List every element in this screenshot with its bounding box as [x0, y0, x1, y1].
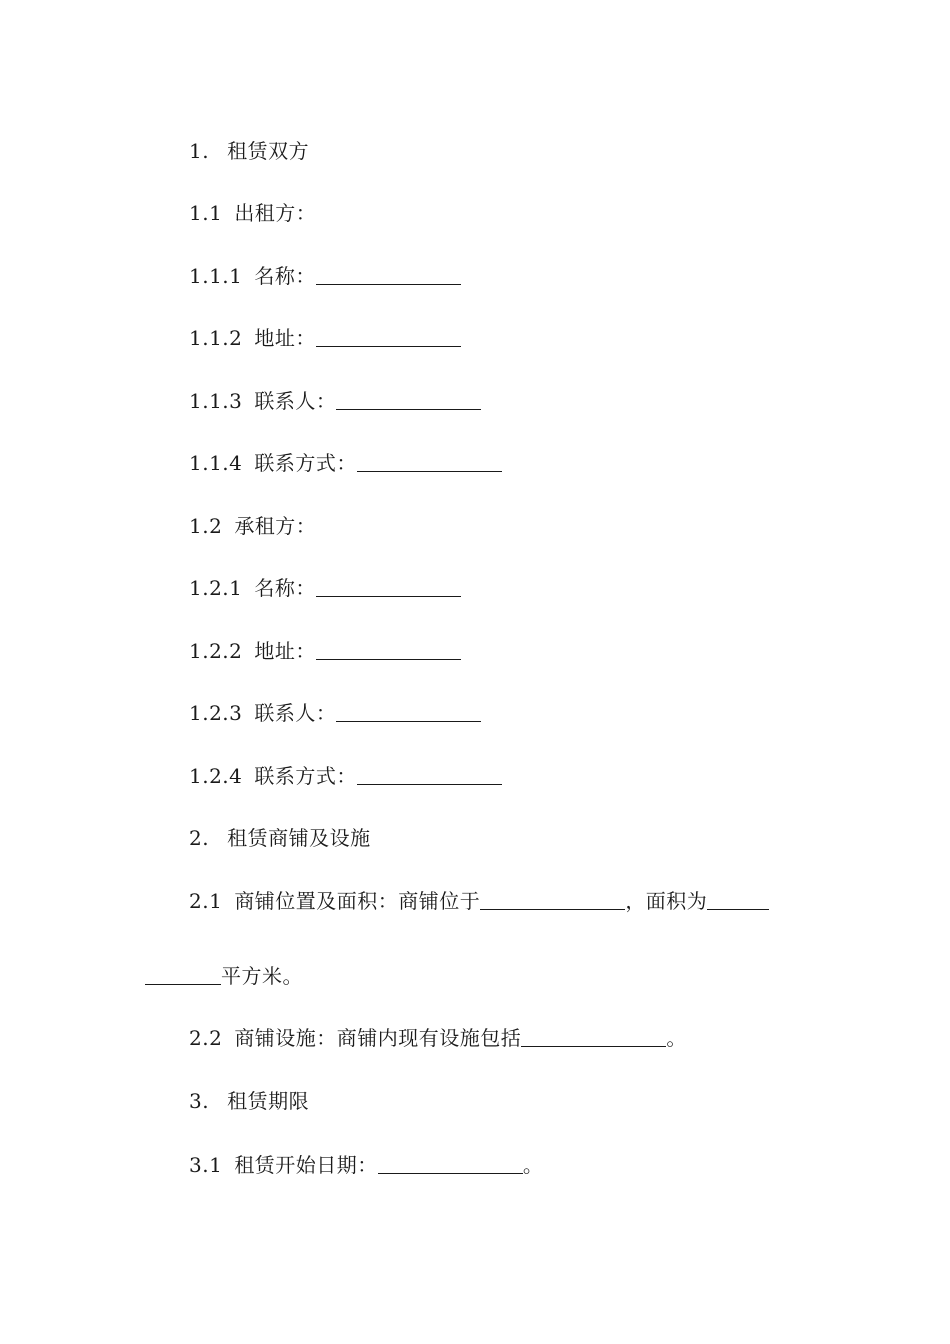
- clause-label: 联系方式：: [254, 764, 357, 788]
- shop-location-blank[interactable]: [480, 889, 625, 910]
- clause-1-2-4: [189, 762, 502, 790]
- clause-text: 。: [666, 1026, 687, 1050]
- clause-1-1-1: [189, 262, 461, 290]
- shop-area-blank-continued[interactable]: [145, 964, 221, 985]
- clause-number: 2.1: [189, 889, 223, 913]
- clause-text: 商铺设施：商铺内现有设施包括: [234, 1026, 522, 1050]
- section-2-heading: [189, 824, 371, 852]
- clause-2-1: [189, 887, 769, 915]
- clause-label: 联系方式：: [254, 451, 357, 475]
- clause-label: 联系人：: [254, 701, 337, 725]
- clause-1-1-3: [189, 387, 481, 415]
- clause-1-2-2: [189, 637, 461, 665]
- section-number: 2.: [189, 826, 210, 850]
- lessor-address-blank[interactable]: [316, 326, 461, 347]
- section-number: 1.: [189, 139, 210, 163]
- clause-text: 商铺位置及面积：商铺位于: [234, 889, 481, 913]
- lessee-address-blank[interactable]: [316, 639, 461, 660]
- clause-number: 1.2: [189, 514, 223, 538]
- section-title: 租赁商铺及设施: [227, 826, 371, 850]
- clause-number: 1.2.3: [189, 701, 243, 725]
- clause-label: 地址：: [254, 639, 316, 663]
- clause-text: 租赁开始日期：: [234, 1153, 378, 1177]
- section-number: 3.: [189, 1089, 210, 1113]
- lessor-phone-blank[interactable]: [357, 451, 502, 472]
- clause-number: 2.2: [189, 1026, 223, 1050]
- clause-1-2-1: [189, 574, 461, 602]
- section-title: 租赁期限: [227, 1089, 310, 1113]
- clause-1-1-2: [189, 324, 461, 352]
- clause-label: 地址：: [254, 326, 316, 350]
- lessee-name-blank[interactable]: [316, 576, 461, 597]
- clause-label: 名称：: [254, 264, 316, 288]
- clause-text: 平方米。: [221, 964, 303, 988]
- clause-1-2: [189, 512, 316, 540]
- clause-number: 1.1.1: [189, 264, 243, 288]
- section-3-heading: [189, 1087, 309, 1115]
- lessee-contact-blank[interactable]: [336, 701, 481, 722]
- clause-label: 名称：: [254, 576, 316, 600]
- clause-1-1-4: [189, 449, 502, 477]
- section-title: 租赁双方: [227, 139, 310, 163]
- clause-label: 联系人：: [254, 389, 337, 413]
- lease-start-date-blank[interactable]: [378, 1153, 523, 1174]
- section-1-heading: [189, 137, 309, 165]
- clause-number: 1.2.2: [189, 639, 243, 663]
- clause-number: 1.1.2: [189, 326, 243, 350]
- lessor-contact-blank[interactable]: [336, 389, 481, 410]
- clause-text: 。: [522, 1153, 544, 1177]
- clause-1-1: [189, 199, 316, 227]
- clause-number: 1.1: [189, 201, 223, 225]
- clause-number: 1.2.1: [189, 576, 243, 600]
- clause-text: ，面积为: [625, 889, 708, 913]
- lessee-phone-blank[interactable]: [357, 764, 502, 785]
- clause-number: 3.1: [189, 1153, 223, 1177]
- clause-2-2: [189, 1024, 687, 1052]
- lessor-name-blank[interactable]: [316, 264, 461, 285]
- clause-3-1: [189, 1151, 543, 1179]
- clause-2-1-continued: [145, 962, 303, 990]
- clause-number: 1.1.3: [189, 389, 243, 413]
- shop-facilities-blank[interactable]: [521, 1026, 666, 1047]
- clause-1-2-3: [189, 699, 481, 727]
- clause-number: 1.2.4: [189, 764, 243, 788]
- clause-label: 出租方：: [234, 201, 317, 225]
- shop-area-blank[interactable]: [707, 889, 769, 910]
- clause-label: 承租方：: [234, 514, 317, 538]
- clause-number: 1.1.4: [189, 451, 243, 475]
